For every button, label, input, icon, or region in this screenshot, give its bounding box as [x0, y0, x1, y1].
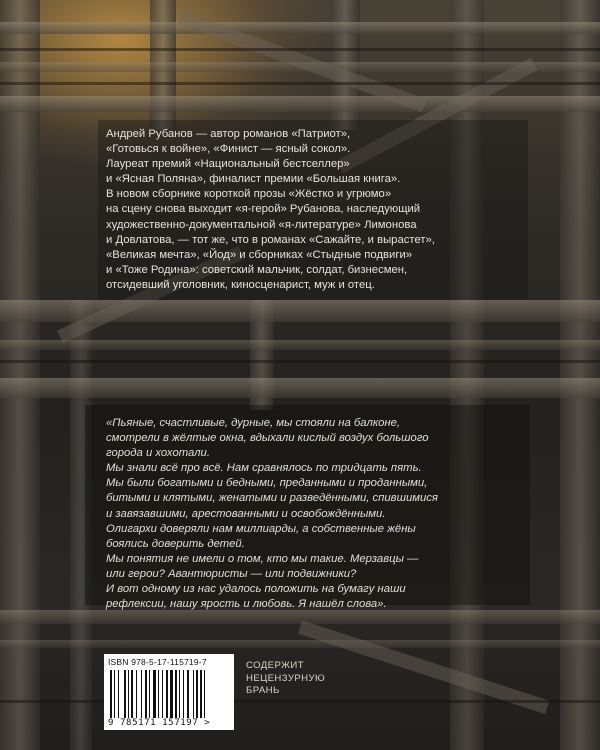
barcode-stripe: [204, 670, 205, 718]
barcode-stripe: [193, 670, 194, 718]
barcode-stripe: [179, 670, 180, 718]
excerpt-quote: [106, 416, 526, 612]
quote-line: и завязавшими, арестованными и освобождёнными.: [106, 507, 386, 520]
quote-line: или герои? Авантюристы — или подвижники?: [106, 567, 357, 580]
barcode-stripe: [183, 670, 184, 718]
quote-line: Мы были богатыми и бедными, преданными и проданными,: [106, 477, 428, 490]
barcode-stripe: [141, 670, 142, 718]
blurb-line: «Готовься к войне», «Финист — ясный сокол».: [106, 143, 351, 156]
blurb-line: и «Ясная Поляна», финалист премии «Большая книга».: [106, 173, 401, 186]
quote-line: Мы знали всё про всё. Нам сравнялось по тридцать пять.: [106, 462, 422, 475]
blurb-line: на сцену снова выходит «я-герой» Рубанова, наследующий: [106, 203, 421, 216]
blurb-line: Лауреат премий «Национальный бестселлер»: [106, 158, 350, 171]
blurb-line: и «Тоже Родина»: советский мальчик, солдат, бизнесмен,: [106, 263, 408, 276]
barcode-stripe: [187, 670, 189, 718]
barcode-stripe: [114, 670, 115, 718]
barcode-stripe: [124, 670, 126, 718]
barcode-stripe: [149, 670, 150, 718]
author-blurb: [106, 127, 526, 293]
warning-line: БРАНЬ: [246, 685, 280, 696]
barcode-stripe: [166, 670, 168, 718]
barcode-stripe: [136, 670, 137, 718]
quote-line: Мы понятия не имели о том, кто мы такие. Мерзавцы —: [106, 552, 419, 565]
quote-line: «Пьяные, счастливые, дурные, мы стояли на балконе,: [106, 417, 401, 429]
blurb-line: В новом сборнике короткой прозы «Жёстко и угрюмо»: [106, 188, 392, 201]
barcode-stripe: [145, 670, 147, 718]
barcode-stripe: [175, 670, 177, 718]
quote-line: Олигархи доверяли нам миллиарды, а собственные жёны: [106, 522, 416, 535]
quote-line: битыми и клятыми, женатыми и разведёнными, спившимися: [106, 492, 438, 505]
warning-line: НЕЦЕНЗУРНУЮ: [246, 672, 326, 684]
barcode-stripe: [110, 670, 112, 718]
isbn-number: ISBN 978-5-17-115719-7: [108, 657, 207, 667]
quote-line: боялись доверить детей.: [106, 537, 245, 550]
barcode-stripe: [200, 670, 202, 718]
isbn-barcode: [104, 654, 234, 730]
quote-line: И вот одному из нас удалось положить на бумагу наши: [106, 583, 406, 596]
blurb-line: «Великая мечта», «Йод» и сборниках «Стыдные подвиги»: [106, 248, 413, 261]
barcode-stripe: [196, 670, 198, 718]
quote-line: города и хохотали.: [106, 447, 210, 460]
blurb-line: и Довлатова, — тот же, что в романах «Сажайте, и вырастет»,: [106, 233, 435, 246]
barcode-stripe: [170, 670, 173, 718]
barcode-bars: [108, 670, 230, 718]
barcode-stripe: [128, 670, 129, 718]
warning-line: СОДЕРЖИТ: [246, 660, 304, 671]
quote-line: смотрели в жёлтые окна, вдыхали кислый воздух большого: [106, 432, 429, 445]
barcode-digits: 9 785171 157197 >: [108, 718, 211, 728]
barcode-stripe: [158, 670, 159, 718]
blurb-line: отсидевший уголовник, киносценарист, муж и отец.: [106, 278, 375, 291]
profanity-warning: [246, 660, 325, 698]
barcode-stripe: [153, 670, 156, 718]
barcode-stripe: [131, 670, 133, 718]
blurb-line: Андрей Рубанов — автор романов «Патриот»,: [106, 128, 351, 140]
quote-line: рефлексии, нашу ярость и любовь. Я нашёл слова».: [106, 598, 387, 611]
barcode-stripe: [162, 670, 163, 718]
barcode-stripe: [118, 670, 119, 718]
blurb-line: художественно-документальной «я-литературе» Лимонова: [106, 218, 417, 231]
